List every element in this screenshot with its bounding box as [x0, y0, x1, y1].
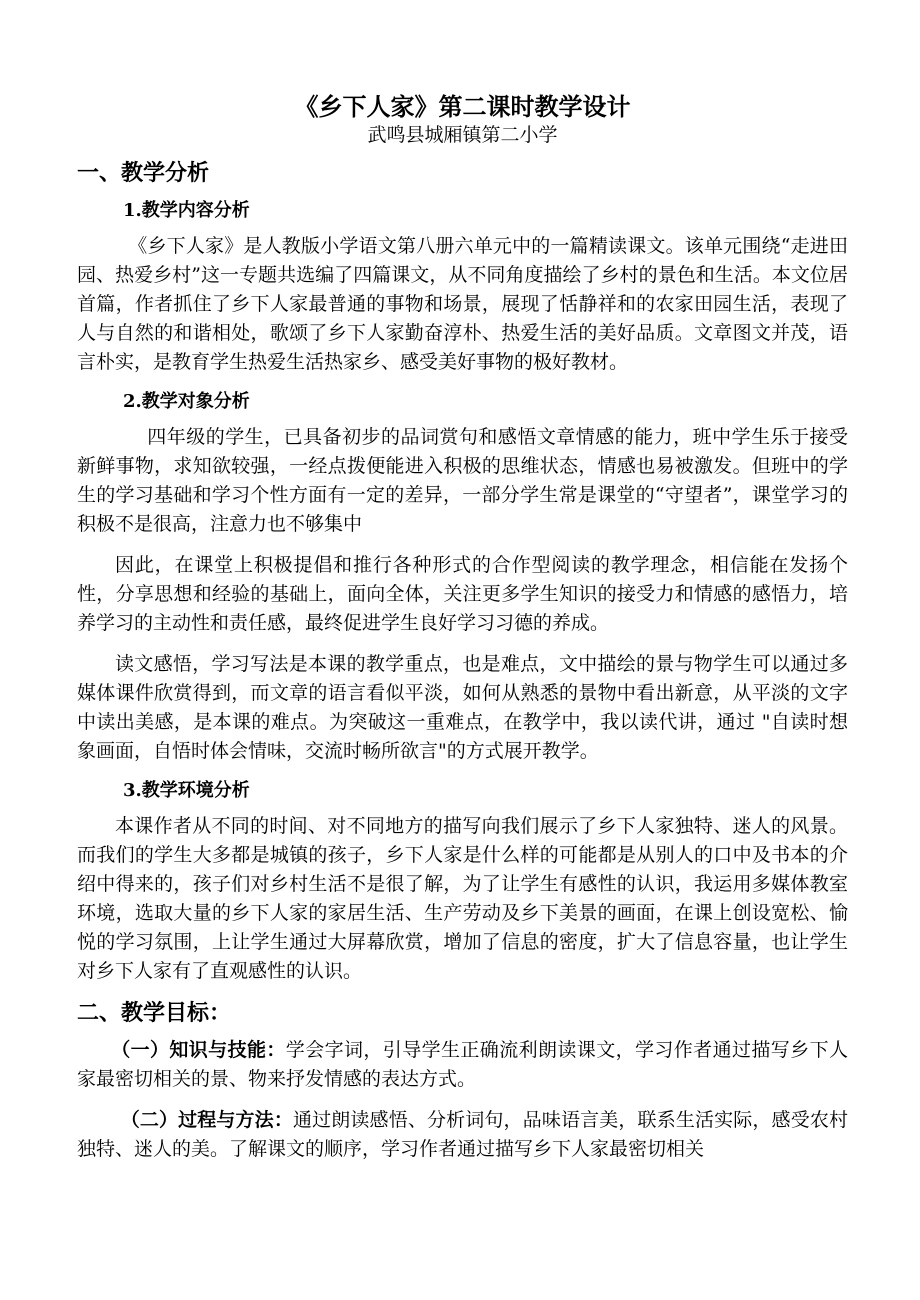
goal-knowledge-skills	[77, 1036, 848, 1094]
paragraph-students-2: 因此，在课堂上积极提倡和推行各种形式的合作型阅读的教学理念，相信能在发扬个性，分享思想和经验的基础上，面向全体，关注更多学生知识的接受力和情感的感悟力，培养学习的主动性和责任感，最终促进学生良好学习习德的养成。	[77, 554, 848, 634]
goal-knowledge-text: 学会字词，引导学生正确流利朗读课文，学习作者通过描写乡下人家最密切相关的景、物来抒发情感的表达方式。	[77, 1039, 848, 1090]
goal-knowledge-label: （一）知识与技能：	[111, 1039, 286, 1061]
paragraph-students-1: 四年级的学生，已具备初步的品词赏句和感悟文章情感的能力，班中学生乐于接受新鲜事物，求知欲较强，一经点拨便能进入积极的思维状态，情感也易被激发。但班中的学生的学习基础和学习个性方面有一定的差异，一部分学生常是课堂的“守望者”，课堂学习的积极不是很高，注意力也不够集中	[77, 426, 848, 535]
document-title: 《乡下人家》第二课时教学设计	[294, 92, 631, 121]
subsection-heading-environment: 3.教学环境分析	[123, 780, 250, 801]
goal-process-methods	[77, 1106, 848, 1164]
paragraph-students-3: 读文感悟，学习写法是本课的教学重点，也是难点，文中描绘的景与物学生可以通过多媒体课件欣赏得到，而文章的语言看似平淡，如何从熟悉的景物中看出新意，从平淡的文字中读出美感，是本课的难点。为突破这一重难点，在教学中，我以读代讲，通过 "自读时想象画面，自悟时体会情味，交流时畅所欲言"的方式展开教学。	[77, 653, 848, 762]
subsection-heading-content: 1.教学内容分析	[123, 200, 250, 221]
paragraph-environment: 本课作者从不同的时间、对不同地方的描写向我们展示了乡下人家独特、迷人的风景。而我们的学生大多都是城镇的孩子，乡下人家是什么样的可能都是从别人的口中及书本的介绍中得来的，孩子们对乡村生活不是很了解，为了让学生有感性的认识，我运用多媒体教室环境，选取大量的乡下人家的家居生活、生产劳动及乡下美景的画面，在课上创设宽松、愉悦的学习氛围，上让学生通过大屏幕欣赏，增加了信息的密度，扩大了信息容量，也让学生对乡下人家有了直观感性的认识。	[77, 815, 848, 982]
section-heading-objectives: 二、教学目标：	[77, 1000, 232, 1026]
paragraph-content-analysis: 《乡下人家》是人教版小学语文第八册六单元中的一篇精读课文。该单元围绕“走进田园、热爱乡村”这一专题共选编了四篇课文，从不同角度描绘了乡村的景色和生活。本文位居首篇，作者抓住了乡下人家最普通的事物和场景，展现了恬静祥和的农家田园生活，表现了人与自然的和谐相处，歌颂了乡下人家勤奋淳朴、热爱生活的美好品质。文章图文并茂，语言朴实，是教育学生热爱生活热家乡、感受美好事物的极好教材。	[77, 235, 848, 373]
goal-process-label: （二）过程与方法：	[120, 1109, 293, 1131]
section-heading-analysis: 一、教学分析	[77, 160, 210, 186]
goal-process-text: 通过朗读感悟、分析词句，品味语言美，联系生活实际，感受农村独特、迷人的美。了解课文的顺序，学习作者通过描写乡下人家最密切相关	[77, 1109, 848, 1160]
subsection-heading-students: 2.教学对象分析	[123, 391, 250, 412]
document-subtitle: 武鸣县城厢镇第二小学	[367, 124, 558, 146]
